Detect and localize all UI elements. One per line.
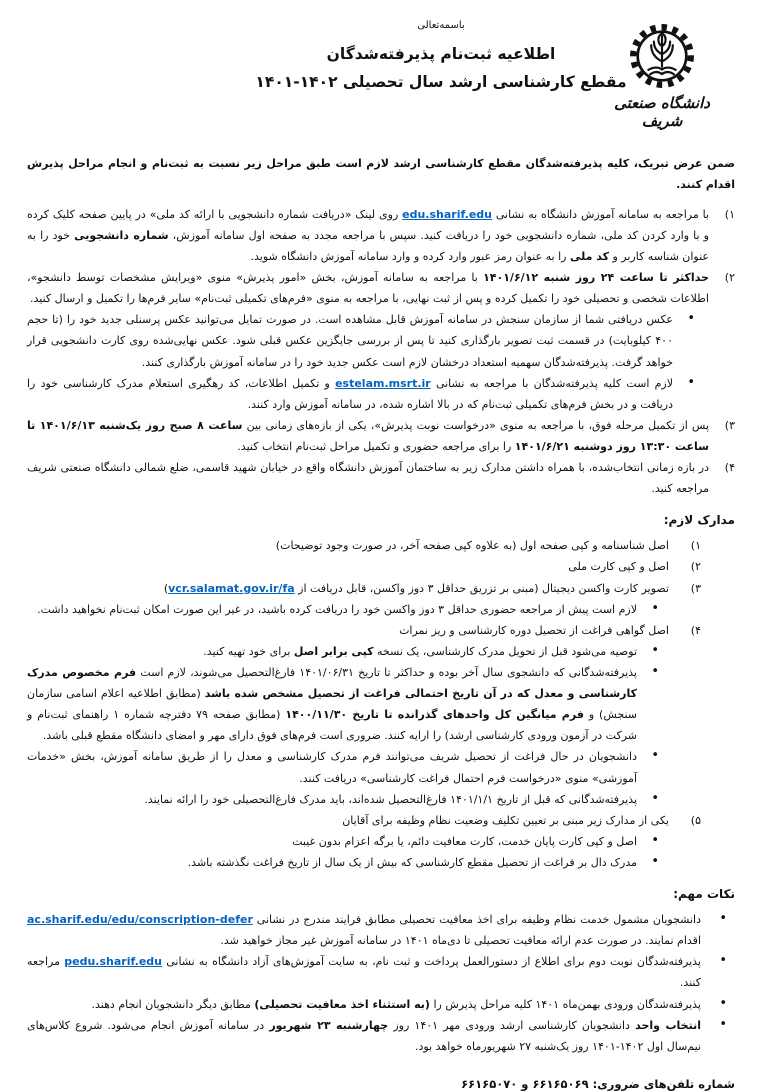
text-run: لازم است کلیه پذیرفته‌شدگان با مراجعه به نشانی (430, 376, 673, 390)
text-run: روی لینک «دریافت شماره دانشجویی با ارائه کد ملی» در پایین صفحه کلیک کرده و با وارد کردن کد ملی، شماره دانشجویی خود را دریافت کنید. سپس با مراجعه مجدد به صفحه اول سامانه آموزش، (27, 207, 709, 242)
item-text (27, 810, 669, 831)
text-run: (مطابق اطلاعیه اعلام اسامی سازمان سنجش) و (27, 687, 637, 722)
item-text (27, 309, 673, 372)
text-run: دانشجویان در حال فراغت از تحصیل شریف می‌توانند فرم مدرک کارشناسی و معدل را از طریق سامانه آموزش، بخش «خدمات آموزشی» منوی «درخواست فرم احتمال فراغت کارشناسی» دریافت کنند. (27, 750, 637, 785)
bullet-item (27, 641, 659, 662)
bismillah-text: باسمه‌تعالی (417, 20, 465, 31)
documents-heading: مدارک لازم: (663, 513, 735, 528)
item-text (27, 831, 637, 852)
item-number: ۱) (724, 207, 735, 221)
estelam-msrt-link[interactable]: estelam.msrt.ir (335, 376, 431, 390)
vcr-salamat-link[interactable]: vcr.salamat.gov.ir/fa (168, 581, 295, 595)
text-run: انتخاب واحد (635, 1018, 701, 1032)
emergency-phones-line: شماره تلفن‌های ضروری: ۶۶۱۶۵۰۶۹ و ۶۶۱۶۵۰۷۰ (461, 1076, 735, 1091)
bullet-icon: • (651, 832, 659, 848)
text-run: اصل شناسنامه و کپی صفحه اول (به علاوه کپی صفحه آخر، در صورت وجود توضیحات) (275, 539, 669, 553)
text-run: توصیه می‌شود قبل از تحویل مدرک کارشناسی، یک نسخه (373, 644, 637, 658)
bullet-icon: • (687, 311, 695, 327)
bullet-item (27, 831, 659, 852)
item-text (27, 951, 701, 993)
numbered-item (27, 810, 701, 831)
text-run: اصل گواهی فراغت از تحصیل دوره کارشناسی و ریز نمرات (399, 623, 669, 637)
text-run: ) (163, 581, 169, 595)
text-run: فرم میانگین کل واحدهای گذرانده تا تاریخ ۱۴۰۰/۱۱/۳۰ (285, 708, 584, 722)
bullet-icon: • (651, 790, 659, 806)
item-number: ۲) (724, 271, 735, 285)
item-text (27, 1015, 701, 1057)
item-text (27, 204, 709, 267)
text-run: (مطابق صفحه ۷۹ دفترچه شماره ۱ راهنمای ثبت‌نام و شرکت در آزمون ورودی کارشناسی ارشد) را ارایه کنند. ضروری است فرم‌های فوق دارای مهر و امضای دانشگاه مقطع قبلی باشد. (27, 708, 637, 743)
numbered-item (27, 267, 735, 309)
text-run: حداکثر تا ساعت ۲۴ روز شنبه ۱۴۰۱/۶/۱۲ (483, 271, 709, 285)
pedu-sharif-link[interactable]: pedu.sharif.edu (64, 955, 162, 969)
bullet-icon: • (651, 663, 659, 679)
item-text (27, 662, 637, 746)
item-text (27, 373, 673, 415)
item-text (27, 415, 709, 457)
bullet-icon: • (719, 911, 727, 927)
bullet-icon: • (687, 374, 695, 390)
important-notes-list (27, 909, 735, 1057)
important-notes-heading: نکات مهم: (673, 887, 735, 902)
bullet-item (27, 789, 659, 810)
text-run: یکی از مدارک زیر مبنی بر تعیین تکلیف وضعیت نظام وظیفه برای آقایان (342, 813, 669, 827)
item-text (27, 852, 637, 873)
text-run: شماره دانشجویی (74, 228, 169, 242)
item-text (27, 789, 637, 810)
bullet-icon: • (719, 1016, 727, 1032)
bullet-icon: • (719, 953, 727, 969)
bullet-item (27, 909, 727, 951)
text-run: برای خود تهیه کنید. (203, 644, 294, 658)
item-text (27, 909, 701, 951)
item-text (27, 556, 669, 577)
text-run: کد ملی (569, 250, 609, 263)
intro-paragraph: ضمن عرض تبریک، کلیه پذیرفته‌شدگان مقطع کارشناسی ارشد لازم است طبق مراحل زیر نسبت به ثبت‌نام و انجام مراحل پذیرش اقدام کنند. (27, 157, 735, 191)
text-run: را به عنوان رمز عبور وارد کرده و وارد سامانه آموزش دانشگاه شوید. (250, 250, 570, 263)
text-run: خود را به عنوان شناسه کاربر و (27, 228, 709, 263)
bullet-icon: • (651, 600, 659, 616)
text-run: (به استثناء اخذ معافیت تحصیلی) (254, 997, 430, 1011)
text-run: در بازه زمانی انتخاب‌شده، با همراه داشتن مدارک زیر به ساختمان آموزش دانشگاه واقع در خیابان شهید قاسمی، ضلع شمالی دانشگاه صنعتی شریف مراجعه کنید. (27, 461, 709, 496)
bullet-item (27, 662, 659, 746)
text-run: پذیرفته‌شدگانی که دانشجوی سال آخر بوده و حداکثر تا تاریخ ۱۴۰۱/۰۶/۳۱ فارغ‌التحصیل می‌شوند، لازم است (136, 665, 637, 679)
text-run: با مراجعه به سامانه آموزش دانشگاه به نشانی (492, 207, 709, 221)
numbered-item (27, 578, 701, 599)
text-run: پذیرفته‌شدگان ورودی بهمن‌ماه ۱۴۰۱ کلیه مراحل پذیرش را (429, 997, 701, 1011)
item-number: ۱) (690, 539, 701, 553)
item-text (27, 620, 669, 641)
text-run: ساعت ۸ صبح روز یک‌شنبه ۱۴۰۱/۶/۱۳ تا ساعت ۱۳:۳۰ روز دوشنبه ۱۴۰۱/۶/۲۱ (27, 418, 709, 453)
text-run: عکس دریافتی شما از سازمان سنجش در سامانه آموزش قابل مشاهده است. در صورت تمایل می‌توانید عکس پرسنلی جدید خود را (تا حجم ۴۰۰ کیلوبایت) در قسمت ثبت تصویر بارگذاری کنید تا پس از بررسی جایگزین عکس قبلی شود. عکس نهایی‌شده روی کارت دانشجویی قرار خواهد گرفت. پذیرفته‌شدگان سهمیه استعداد درخشان لازم است عکس جدید خود را در سامانه آموزش بارگذاری کنند. (27, 313, 673, 369)
item-number: ۴) (690, 623, 701, 637)
bullet-item (27, 852, 659, 873)
text-run: لازم است پیش از مراجعه حضوری حداقل ۳ دوز واکسن خود را دریافت کرده باشید، در غیر این صورت امکان ثبت‌نام نخواهید داشت. (37, 602, 637, 616)
bullet-item (27, 1015, 727, 1057)
document-header (27, 16, 735, 144)
bullet-item (27, 951, 727, 993)
bullet-item (27, 309, 695, 372)
text-run: دانشجویان کارشناسی ارشد ورودی مهر ۱۴۰۱ روز (388, 1018, 636, 1032)
text-run: اصل و کپی کارت پایان خدمت، کارت معافیت دائم، یا برگه اعزام بدون غیبت (292, 834, 637, 848)
university-logo-block (607, 20, 717, 130)
text-run: پس از تکمیل مرحله فوق، با مراجعه به منوی «درخواست نوبت پذیرش»، یکی از بازه‌های زمانی بین (242, 418, 710, 432)
item-text (27, 535, 669, 556)
text-run: کپی برابر اصل (293, 644, 374, 658)
text-run: اصل و کپی کارت ملی (568, 560, 669, 574)
required-documents-list (27, 535, 735, 873)
edu-sharif-link[interactable]: edu.sharif.edu (402, 207, 493, 221)
item-text (27, 746, 637, 788)
text-run: را برای مراجعه حضوری و تکمیل مراحل ثبت‌نام انتخاب کنید. (237, 439, 515, 453)
item-text (27, 641, 637, 662)
text-run: مراجعه کنند. (27, 955, 701, 990)
text-run: پذیرفته‌شدگان نوبت دوم برای اطلاع از دستورالعمل پرداخت و ثبت نام، به سایت آموزش‌های آزاد دانشگاه به نشانی (162, 955, 701, 969)
item-text (27, 267, 709, 309)
text-run: مطابق دیگر دانشجویان انجام دهند. (91, 997, 255, 1011)
page-title-line2: مقطع کارشناسی ارشد سال تحصیلی ۱۴۰۲-۱۴۰۱ (255, 73, 627, 91)
text-run: مدرک دال بر فراغت از تحصیل مقطع کارشناسی که بیش از یک سال از تاریخ فراغت نگذشته باشد. (187, 855, 637, 869)
item-text (27, 457, 709, 499)
bullet-icon: • (651, 642, 659, 658)
university-calligraphy: دانشگاه صنعتی شریف (614, 94, 710, 130)
bullet-item (27, 994, 727, 1015)
item-text (27, 599, 637, 620)
item-number: ۳) (724, 418, 735, 432)
text-run: پذیرفته‌شدگانی که قبل از تاریخ ۱۴۰۱/۱/۱ فارغ‌التحصیل شده‌اند، باید مدرک فارغ‌التحصیلی خود را ارائه نمایند. (144, 792, 637, 806)
item-text (27, 994, 701, 1015)
sharif-university-logo-icon (626, 20, 698, 92)
item-number: ۲) (690, 560, 701, 574)
item-text (27, 578, 669, 599)
text-run: و تکمیل اطلاعات، کد رهگیری استعلام مدرک کارشناسی خود را دریافت و در بخش فرم‌های تکمیلی ثبت‌نام که در بالا اشاره شده، در سامانه آموزش وارد کنند. (27, 376, 673, 411)
item-number: ۴) (724, 461, 735, 475)
registration-steps-list (27, 204, 735, 500)
item-number: ۳) (690, 581, 701, 595)
bullet-item (27, 373, 695, 415)
numbered-item (27, 204, 735, 267)
item-number: ۵) (690, 813, 701, 827)
page-title-line1: اطلاعیه ثبت‌نام پذیرفته‌شدگان (326, 45, 556, 63)
bullet-icon: • (651, 853, 659, 869)
text-run: اقدام نمایند. در صورت عدم ارائه معافیت تحصیلی تا دی‌ماه ۱۴۰۱ در سامانه آموزش غیر مجاز خواهید شد. (220, 934, 701, 948)
text-run: دانشجویان مشمول خدمت نظام وظیفه برای اخذ معافیت تحصیلی مطابق فرایند مندرج در نشانی (252, 913, 701, 927)
text-run: چهارشنبه ۲۳ شهریور (269, 1018, 389, 1032)
bullet-icon: • (719, 995, 727, 1011)
text-run: تصویر کارت واکسن دیجیتال (مبنی بر تزریق حداقل ۳ دوز واکسن، قابل دریافت از (294, 581, 669, 595)
bullet-icon: • (651, 748, 659, 764)
text-run: با مراجعه به سامانه آموزش، بخش «امور پذیرش» منوی «ویرایش مشخصات توسط دانشجو»، اطلاعات شخصی و تحصیلی خود را تکمیل کرده و پس از ثبت نهایی، با مراجعه به منوی «فرم‌های تکمیلی ثبت‌نام» سایر فرم‌ها را تکمیل و ارسال کنید. (27, 271, 709, 306)
text-run: فرم مخصوص مدرک کارشناسی و معدل که در آن تاریخ احتمالی فراغت از تحصیل مشخص شده باشد (27, 665, 637, 701)
numbered-item (27, 620, 701, 641)
text-run: در سامانه آموزش انجام می‌شود. شروع کلاس‌های نیم‌سال اول ۱۴۰۲-۱۴۰۱ روز یک‌شنبه ۲۷ شهریورماه خواهد بود. (27, 1018, 701, 1053)
numbered-item (27, 457, 735, 499)
conscription-defer-link[interactable]: ac.sharif.edu/edu/conscription-defer (27, 913, 253, 927)
numbered-item (27, 535, 701, 556)
numbered-item (27, 556, 701, 577)
bullet-item (27, 599, 659, 620)
numbered-item (27, 415, 735, 457)
bullet-item (27, 746, 659, 788)
